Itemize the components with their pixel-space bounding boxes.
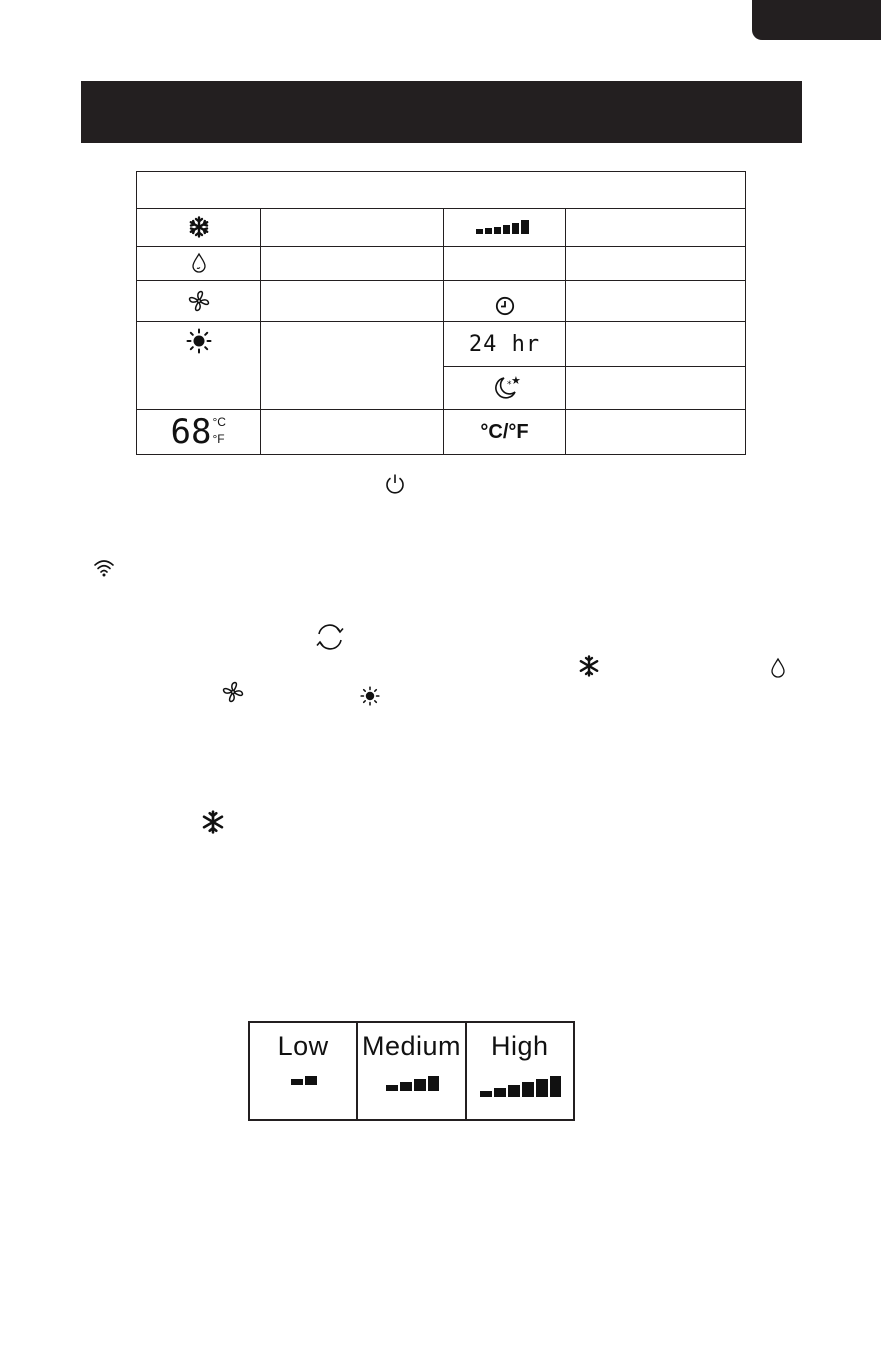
timer-24hr-label: 24 hr: [468, 331, 541, 357]
fan-speed-medium: [356, 1023, 464, 1119]
cell-24hr-icon: [444, 322, 566, 367]
cell-sleep-desc: [566, 367, 746, 410]
fan-speed-levels-box: [248, 1021, 575, 1121]
droplet-icon: [770, 658, 786, 683]
droplet-icon: [191, 253, 207, 273]
power-icon: [383, 472, 407, 501]
fan-speed-bar: [428, 1076, 439, 1091]
temp-unit-c: °C: [212, 415, 226, 429]
display-icons-table: [136, 171, 746, 455]
cell-timer-icon: [444, 281, 566, 322]
cell-heat-desc: [261, 322, 444, 410]
fan-speed-bars-icon: [478, 1076, 561, 1097]
snowflake-icon: [188, 216, 210, 238]
fan-speed-bars-icon: [476, 219, 534, 235]
fan-speed-bar: [480, 1091, 492, 1097]
cell-dry-desc: [261, 246, 444, 281]
section-title-bar: [81, 81, 802, 143]
fan-speed-bars-icon: [384, 1076, 439, 1091]
cell-fan-desc: [261, 281, 444, 322]
fan-speed-bar: [305, 1076, 317, 1085]
cell-24hr-desc: [566, 322, 746, 367]
table-header-row: [137, 172, 746, 209]
cell-sleep-icon: [444, 367, 566, 410]
cell-fan-speed-desc: [566, 208, 746, 246]
cell-cool-icon: [137, 208, 261, 246]
clock-icon: [495, 296, 515, 316]
snowflake-icon: [201, 810, 225, 839]
unit-toggle-label: °C/°F: [480, 420, 529, 443]
fan-speed-label: Medium: [361, 1031, 461, 1061]
sun-icon: [186, 328, 212, 354]
fan-speed-label: Low: [277, 1031, 329, 1061]
fan-speed-bar: [536, 1079, 548, 1097]
cell-fan-icon: [137, 281, 261, 322]
fan-speed-bars-icon: [289, 1076, 317, 1085]
cell-blank-icon: [444, 246, 566, 281]
fan-speed-bar: [550, 1076, 561, 1097]
snowflake-icon: [578, 655, 600, 682]
sun-icon: [360, 686, 380, 711]
fan-icon: [188, 290, 210, 312]
fan-speed-bar: [291, 1079, 303, 1085]
cell-timer-desc: [566, 281, 746, 322]
fan-speed-bar: [386, 1085, 398, 1091]
cell-fan-speed-icon: [444, 208, 566, 246]
cell-heat-icon: [137, 322, 261, 410]
fan-speed-bar: [494, 1088, 506, 1097]
fan-speed-low: [250, 1023, 356, 1119]
fan-speed-label: High: [491, 1031, 549, 1061]
temp-unit-f: °F: [212, 432, 225, 446]
fan-speed-bar: [522, 1082, 534, 1097]
cell-unit-toggle-icon: [444, 410, 566, 455]
cell-temp-display-desc: [261, 410, 444, 455]
cell-temp-display-icon: [137, 410, 261, 455]
fan-speed-bar: [508, 1085, 520, 1097]
cell-cool-desc: [261, 208, 444, 246]
wifi-icon: [93, 558, 115, 583]
page-corner-tab: [752, 0, 881, 40]
fan-icon: [222, 681, 244, 708]
mode-cycle-icon: [313, 622, 347, 657]
fan-speed-high: [465, 1023, 573, 1119]
svg-text:*: *: [506, 380, 511, 391]
cell-dry-icon: [137, 246, 261, 281]
svg-text:★: ★: [510, 374, 521, 388]
cell-unit-toggle-desc: [566, 410, 746, 455]
sleep-moon-icon: [491, 375, 519, 401]
cell-blank-desc: [566, 246, 746, 281]
fan-speed-bar: [414, 1079, 426, 1091]
temperature-digits: 68: [170, 412, 212, 452]
fan-speed-bar: [400, 1082, 412, 1091]
temperature-display: [171, 414, 227, 450]
